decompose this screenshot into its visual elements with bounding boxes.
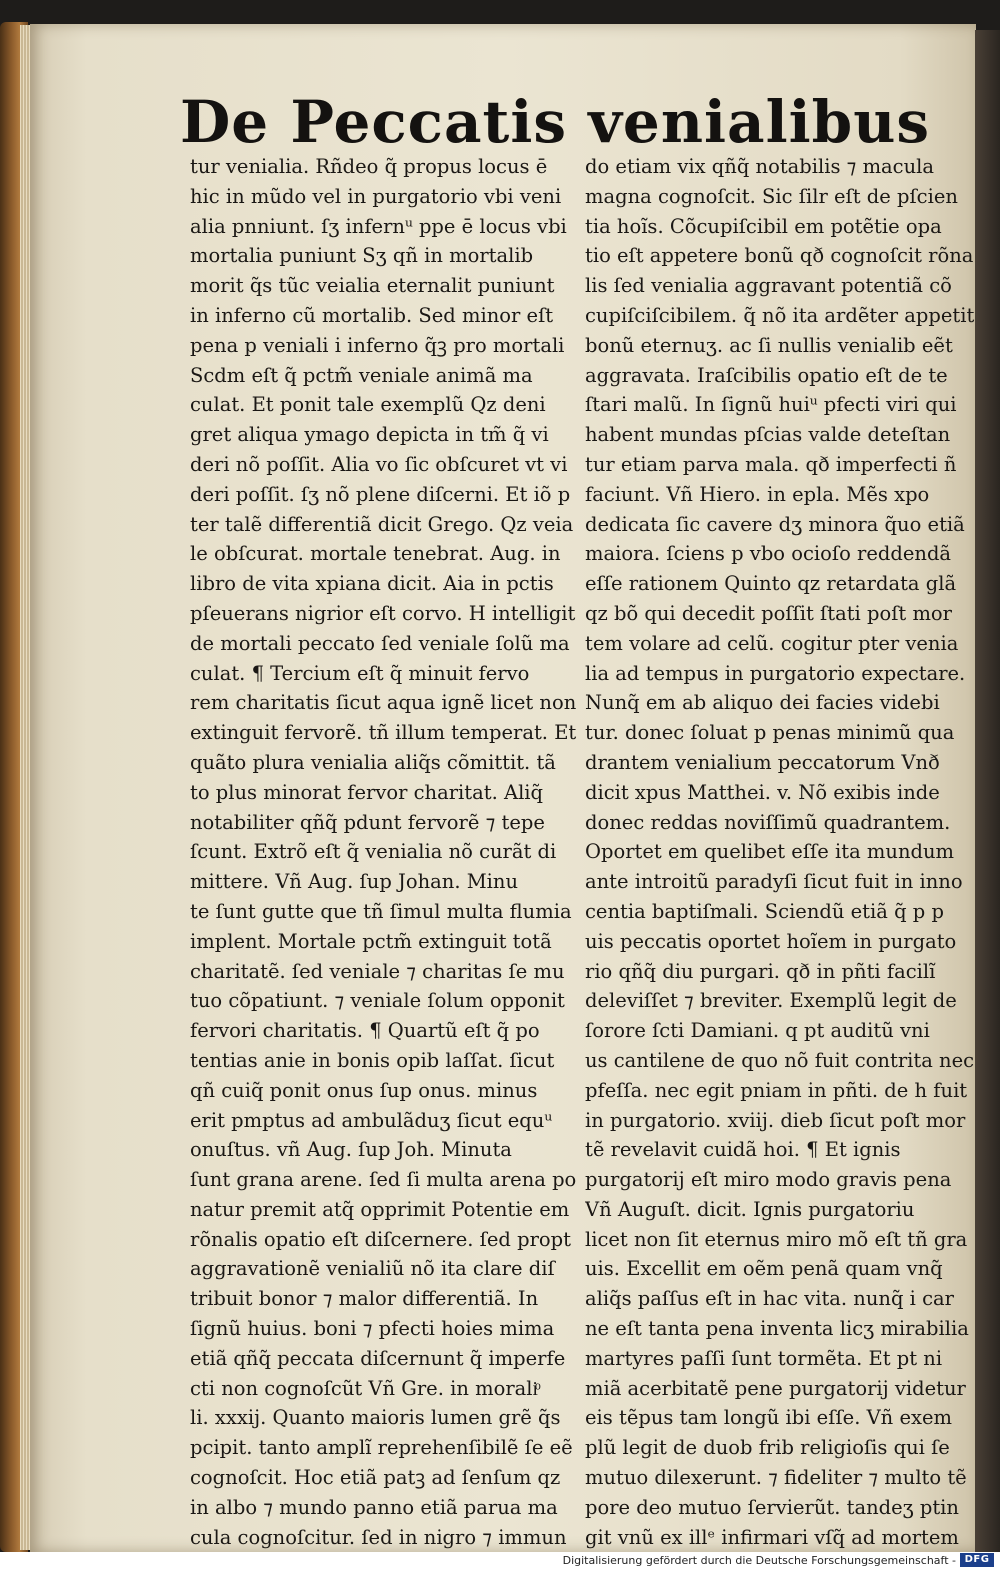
text-line: Nunq̃ em ab aliquo dei facies videbi — [585, 691, 940, 715]
text-line: lis ſed venialia aggravant potentiã cõ — [585, 274, 952, 298]
text-line: ſtari malũ. In ſignũ huiᵘ pfecti viri qui — [585, 393, 957, 417]
text-line: do etiam vix qñq̃ notabilis ⁊ macula — [585, 155, 935, 178]
digitization-footer — [0, 1552, 1000, 1569]
text-line: eis tẽpus tam longũ ibi eſſe. Vñ exem — [585, 1406, 953, 1430]
text-line: implent. Mortale pctm̃ extinguit totã — [190, 929, 552, 953]
text-line: morit q̃s tũc veialia eternalit puniunt — [190, 274, 555, 298]
text-line: mortalia puniunt Sʒ qñ in mortalib — [190, 244, 534, 268]
text-line: libro de vita xpiana dicit. Aia in pctis — [190, 572, 554, 596]
text-line: gret aliqua ymago depicta in tm̃ q̃ vi — [190, 423, 549, 447]
text-line: ne eſt tanta pena inventa licʒ mirabilia — [585, 1317, 969, 1341]
text-line: tem volare ad celũ. cogitur pter venia — [585, 631, 959, 655]
text-line: aggravationẽ venialiũ nõ ita clare diſ — [190, 1257, 555, 1281]
text-line: to plus minorat fervor charitat. Aliq̃ — [190, 780, 544, 804]
text-line: tribuit bonor ⁊ malor differentiã. In — [190, 1287, 539, 1311]
text-line: culat. ¶ Tercium eſt q̃ minuit fervo — [190, 661, 530, 685]
text-line: pfeſſa. nec egit pniam in pñti. de h fuit — [585, 1078, 968, 1102]
text-line: uis peccatis oportet hoĩem in purgato — [585, 929, 957, 953]
text-line: mittere. Vñ Aug. ſup Johan. Minu — [190, 870, 519, 894]
text-line: quãto plura venialia aliq̃s cõmittit. tã — [190, 750, 556, 774]
text-line: ante introitũ paradyſi ſicut fuit in inno — [585, 870, 963, 894]
text-line: cti non cognoſcũt Vñ Gre. in moraliͦ — [190, 1376, 538, 1400]
text-line: te ſunt gutte que tñ ſimul multa flumia — [190, 899, 572, 923]
text-line: pſeuerans nigrior eſt corvo. H intelligit — [190, 601, 576, 625]
text-line: natur premit atq̃ opprimit Potentie em — [190, 1197, 570, 1221]
text-line: tur. donec ſoluat p penas minimũ qua — [585, 721, 955, 745]
text-line: ſunt grana arene. ſed ſi multa arena po — [190, 1168, 577, 1192]
text-line: le obſcurat. mortale tenebrat. Aug. in — [190, 542, 561, 566]
text-line: us cantilene de quo nõ fuit contrita nec — [585, 1048, 975, 1072]
text-line: etiã qñq̃ peccata diſcernunt q̃ imperfe — [190, 1346, 566, 1370]
text-line: de mortali peccato ſed veniale ſolũ ma — [190, 631, 570, 655]
text-line: in inferno cũ mortalib. Sed minor eſt — [190, 303, 554, 327]
text-line: cupiſciſcibilem. q̃ nõ ita ardẽter appetit — [585, 303, 975, 327]
text-line: Scdm eſt q̃ pctm̃ veniale animã ma — [190, 363, 533, 387]
text-line: purgatorij eſt miro modo gravis pena — [585, 1168, 952, 1192]
text-line: tio eſt appetere bonũ qð cognoſcit rõna — [585, 244, 974, 268]
text-line: dicit xpus Matthei. v. Nõ exibis inde — [585, 780, 940, 804]
text-line: miã acerbitatẽ pene purgatorij videtur — [585, 1376, 966, 1400]
text-line: eſſe rationem Quinto qz retardata glã — [585, 572, 957, 596]
text-line: tẽ revelavit cuidã hoi. ¶ Et ignis — [585, 1138, 901, 1162]
text-line: mutuo dilexerunt. ⁊ fideliter ⁊ multo tẽ — [585, 1466, 967, 1490]
text-line: Vñ Auguſt. dicit. Ignis purgatoriu — [585, 1197, 915, 1221]
text-line: plũ legit de duob frib religioſis qui ſe — [585, 1436, 950, 1460]
text-line: pcipit. tanto amplĩ reprehenſibilẽ ſe eẽ — [190, 1436, 573, 1460]
text-line: hic in mũdo vel in purgatorio vbi veni — [190, 184, 562, 208]
text-line: cula cognoſcitur. ſed in nigro ⁊ immun — [190, 1525, 567, 1549]
text-line: aggravata. Iraſcibilis opatio eſt de te — [585, 363, 948, 387]
text-line: centia baptiſmali. Sciendũ etiã q̃ p p — [585, 899, 944, 923]
text-line: qñ cuiq̃ ponit onus ſup onus. minus — [190, 1078, 538, 1102]
text-line: drantem venialium peccatorum Vnð — [585, 750, 940, 774]
text-line: li. xxxij. Quanto maioris lumen grẽ q̃s — [190, 1406, 561, 1430]
text-line: git vnũ ex illᵉ infirmari vſq̃ ad mortem — [585, 1525, 959, 1549]
text-line: donec reddas noviſſimũ quadrantem. — [585, 810, 951, 834]
text-line: rem charitatis ſicut aqua ignẽ licet non — [190, 691, 577, 715]
text-line: tur etiam parva mala. qð imperfecti ñ — [585, 452, 957, 476]
text-line: erit pmptus ad ambulãduʒ ſicut equᵘ — [190, 1108, 553, 1132]
text-line: deri nõ poſſit. Alia vo ſic obſcuret vt vi — [190, 452, 568, 476]
text-line: lia ad tempus in purgatorio expectare. — [585, 661, 966, 685]
text-line: alia pnniunt. ſʒ infernᵘ ppe ē locus vbi — [190, 214, 567, 238]
text-line: tia hoĩs. Cõcupiſcibil em potẽtie opa — [585, 214, 942, 238]
text-line: martyres paſſi ſunt tormẽta. Et pt ni — [585, 1346, 943, 1370]
text-line: ter talẽ differentiã dicit Grego. Qz veia — [190, 512, 574, 536]
text-line: deri poſſit. ſʒ nõ plene diſcerni. Et iõ p — [190, 482, 571, 506]
text-line: pore deo mutuo ſervierũt. tandeʒ ptin — [585, 1495, 959, 1519]
text-line: notabiliter qñq̃ pdunt fervorẽ ⁊ tepe — [190, 810, 545, 834]
text-line: in purgatorio. xviij. dieb ſicut poſt mor — [585, 1108, 966, 1132]
right-text-column — [585, 152, 980, 1552]
text-line: licet non ſit eternus miro mõ eſt tñ gra — [585, 1227, 968, 1251]
text-line: tur venialia. Rñdeo q̃ propus locus ē — [190, 155, 548, 178]
funding-note: Digitalisierung gefördert durch die Deutsche Forschungsgemeinschaft - — [562, 1554, 956, 1567]
text-line: qz bõ qui decedit poſſit ſtati poſt mor — [585, 601, 952, 625]
dfg-logo: DFG — [960, 1553, 994, 1567]
page-heading: De Peccatis venialibus — [180, 88, 931, 156]
text-line: tuo cõpatiunt. ⁊ veniale ſolum opponit — [190, 989, 565, 1013]
text-line: extinguit fervorẽ. tñ illum temperat. Et — [190, 721, 577, 745]
left-text-column — [190, 152, 577, 1552]
text-line: cognoſcit. Hoc etiã patꝫ ad ſenſum qz — [190, 1466, 561, 1490]
text-line: in albo ⁊ mundo panno etiã parua ma — [190, 1495, 558, 1519]
text-line: rio qñq̃ diu purgari. qð in pñti facilĩ — [585, 959, 936, 983]
text-line: bonũ eternuʒ. ac ſi nullis venialib eẽt — [585, 333, 953, 357]
text-line: uis. Excellit em oẽm penã quam vnq̃ — [585, 1257, 943, 1281]
text-line: dedicata ſic cavere dʒ minora q̃uo etiã — [585, 512, 965, 536]
text-line: maiora. ſciens p vbo ocioſo reddendã — [585, 542, 952, 566]
text-line: fervori charitatis. ¶ Quartũ eſt q̃ po — [190, 1019, 540, 1043]
text-line: Oportet em quelibet eſſe ita mundum — [585, 840, 955, 864]
text-line: pena p veniali i inferno q̃ꝫ pro mortali — [190, 333, 565, 357]
text-line: faciunt. Vñ Hiero. in epla. Mẽs xpo — [585, 482, 930, 506]
text-line: culat. Et ponit tale exemplũ Qz deni — [190, 393, 546, 417]
text-line: charitatẽ. ſed veniale ⁊ charitas ſe mu — [190, 959, 565, 983]
text-line: ſorore ſcti Damiani. q pt auditũ vni — [585, 1019, 930, 1043]
text-line: rõnalis opatio eſt diſcernere. ſed propt — [190, 1227, 571, 1251]
text-line: habent mundas pſcias valde deteſtan — [585, 423, 951, 447]
text-line: ſignũ huius. boni ⁊ pfecti hoies mima — [190, 1317, 555, 1341]
text-line: tentias anie in bonis opib laſſat. ſicut — [190, 1048, 555, 1072]
text-line: deleviſſet ⁊ breviter. Exemplũ legit de — [585, 989, 957, 1013]
text-line: onuſtus. vñ Aug. ſup Joh. Minuta — [190, 1138, 512, 1162]
text-line: aliq̃s paſſus eſt in hac vita. nunq̃ i car — [585, 1287, 954, 1311]
text-line: magna cognoſcit. Sic ſilr eſt de pſcien — [585, 184, 958, 208]
text-line: ſcunt. Extrõ eſt q̃ venialia nõ curãt di — [190, 840, 557, 864]
